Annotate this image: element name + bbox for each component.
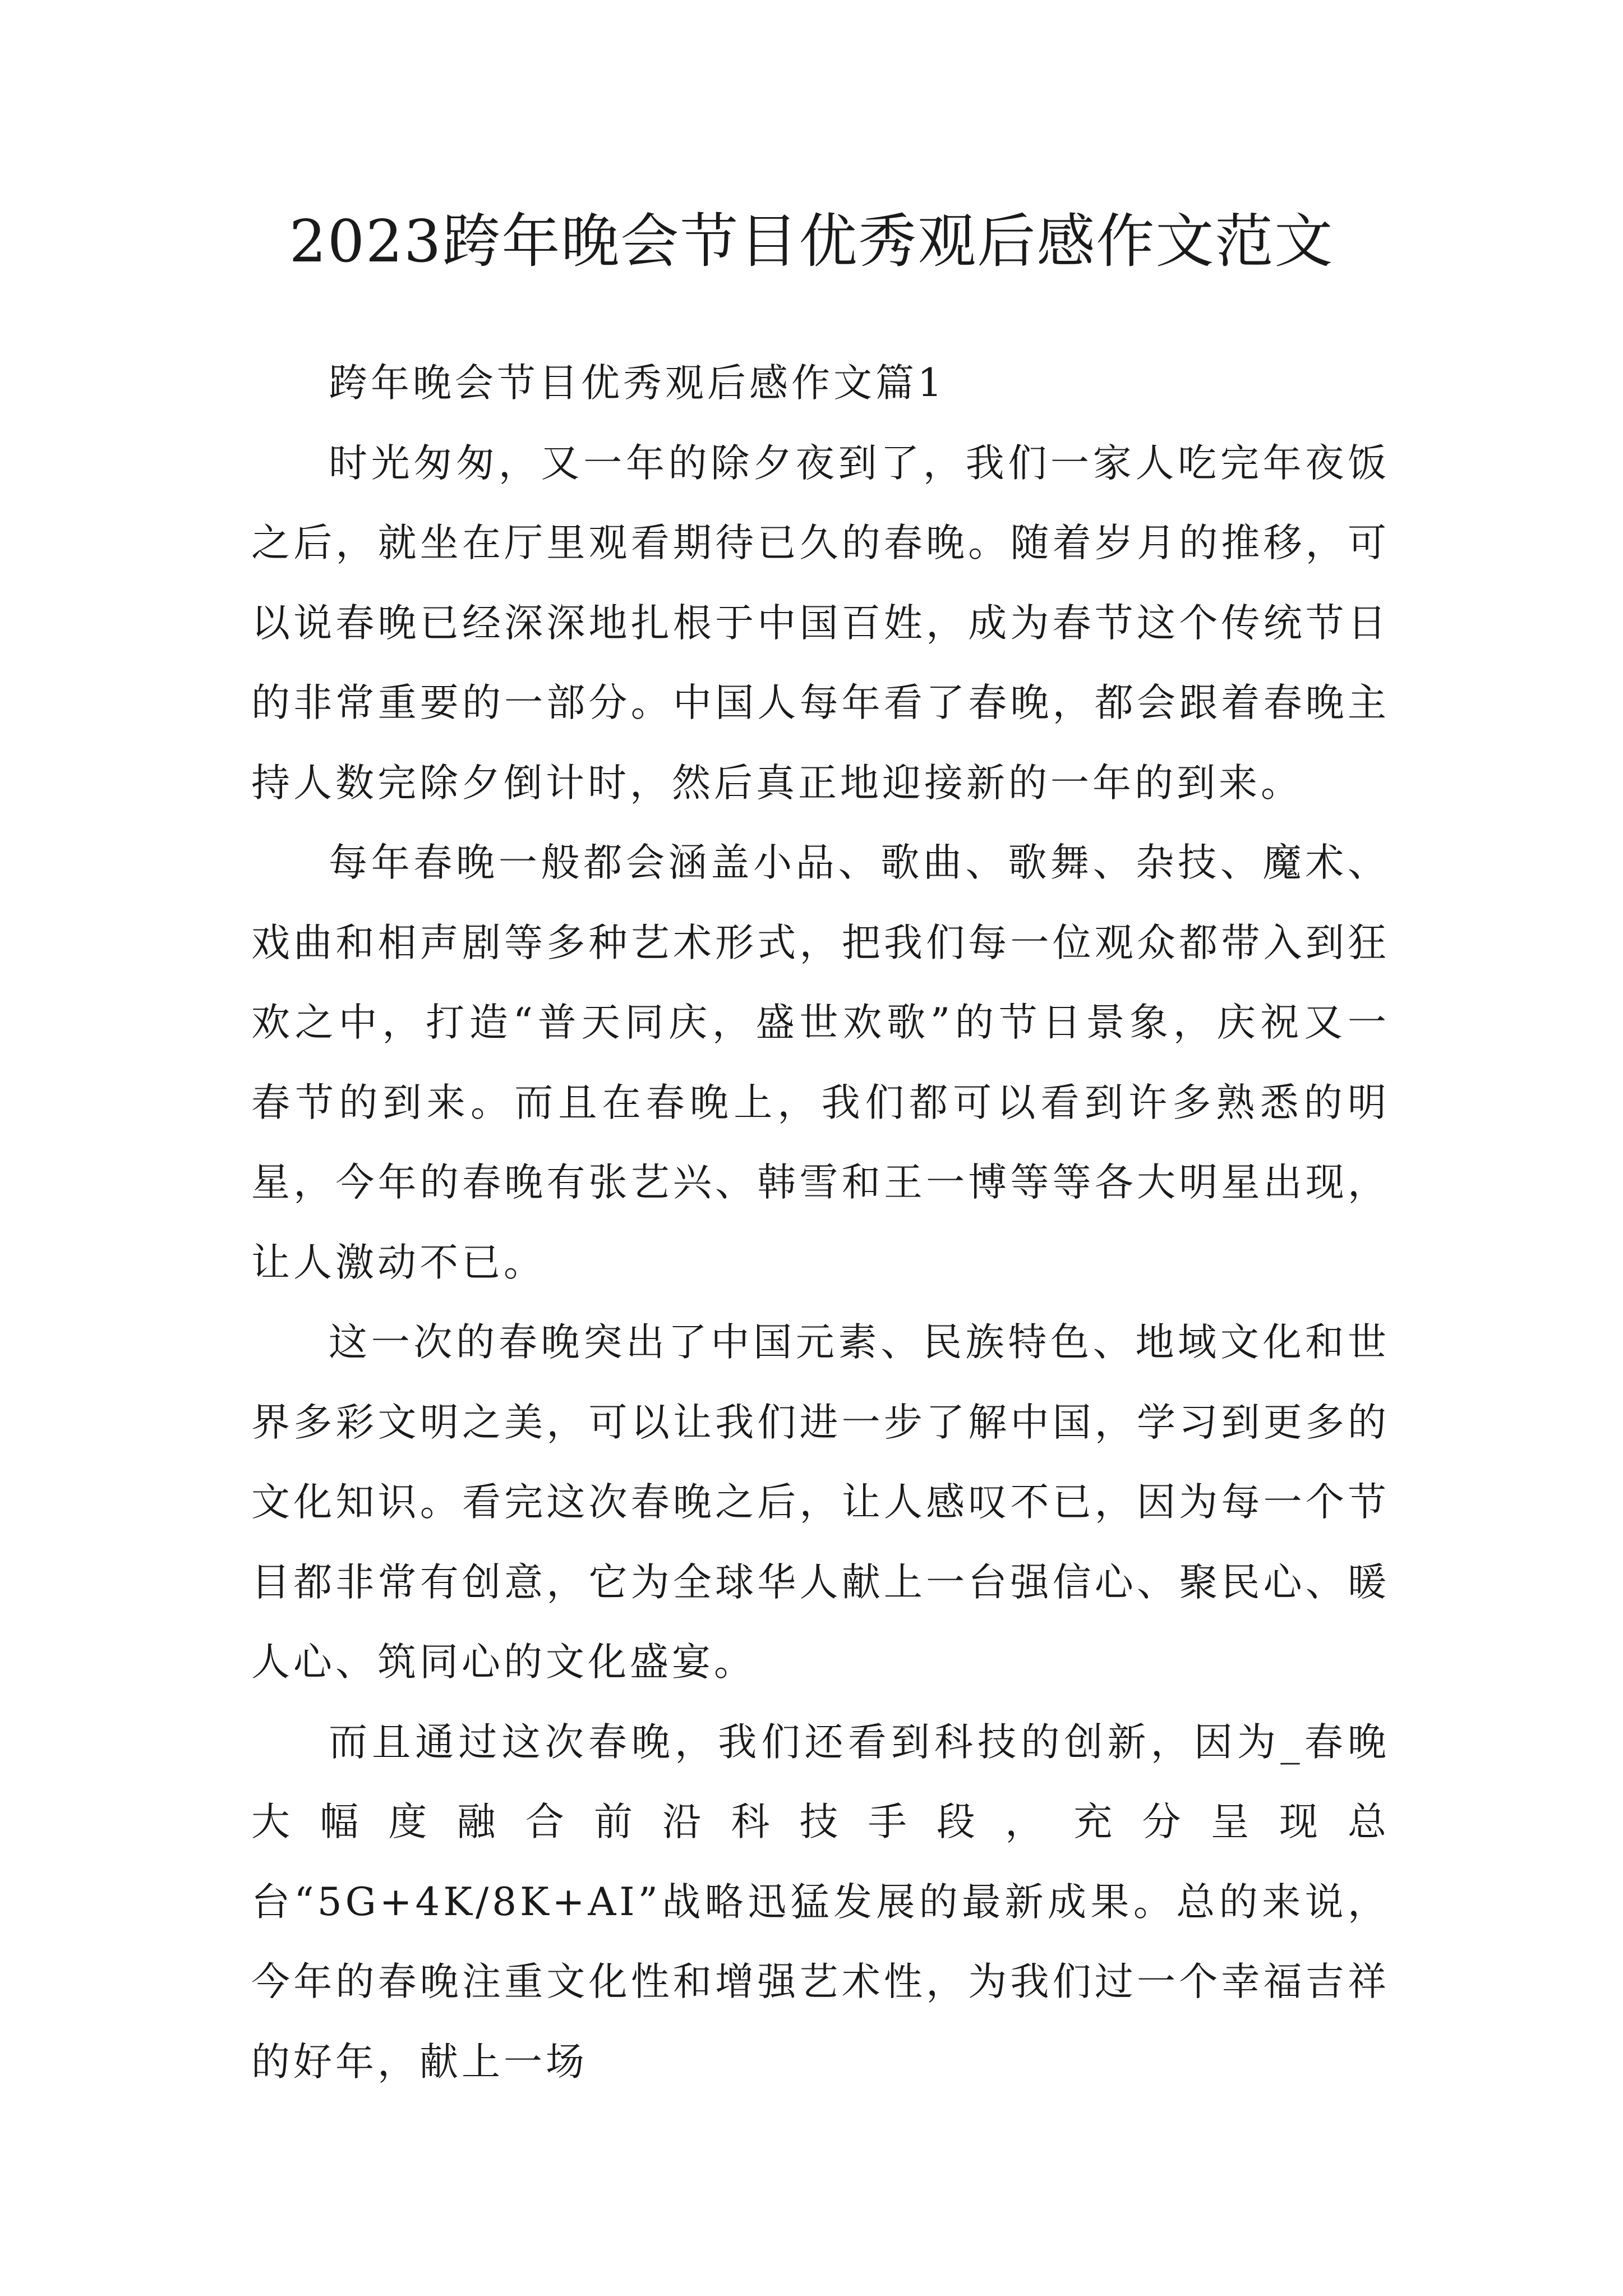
paragraph-4: 而且通过这次春晚，我们还看到科技的创新，因为_春晚大幅度融合前沿科技手段，充分呈现总台“5G+4K/8K+AI”战略迅猛发展的最新成果。总的来说，今年的春晚注重文化性和增强艺术性，为我们过一个幸福吉祥的好年，献上一场 xyxy=(251,1719,1390,2085)
document-title: 2023跨年晚会节目优秀观后感作文范文 xyxy=(289,207,1334,275)
section-heading: 跨年晚会节目优秀观后感作文篇1 xyxy=(329,361,946,406)
paragraph-2: 每年春晚一般都会涵盖小品、歌曲、歌舞、杂技、魔术、戏曲和相声剧等多种艺术形式，把我们每一位观众都带入到狂欢之中，打造“普天同庆，盛世欢歌”的节日景象，庆祝又一春节的到来。而且在春晚上，我们都可以看到许多熟悉的明星，今年的春晚有张艺兴、韩雪和王一博等等各大明星出现，让人激动不已。 xyxy=(251,840,1390,1285)
document-body xyxy=(251,343,1390,2102)
paragraph-1: 时光匆匆，又一年的除夕夜到了，我们一家人吃完年夜饭之后，就坐在厅里观看期待已久的春晚。随着岁月的推移，可以说春晚已经深深地扎根于中国百姓，成为春节这个传统节日的非常重要的一部分。中国人每年看了春晚，都会跟着春晚主持人数完除夕倒计时，然后真正地迎接新的一年的到来。 xyxy=(251,440,1390,806)
paragraph-3: 这一次的春晚突出了中国元素、民族特色、地域文化和世界多彩文明之美，可以让我们进一步了解中国，学习到更多的文化知识。看完这次春晚之后，让人感叹不已，因为每一个节目都非常有创意，它为全球华人献上一台强信心、聚民心、暖人心、筑同心的文化盛宴。 xyxy=(251,1320,1390,1685)
